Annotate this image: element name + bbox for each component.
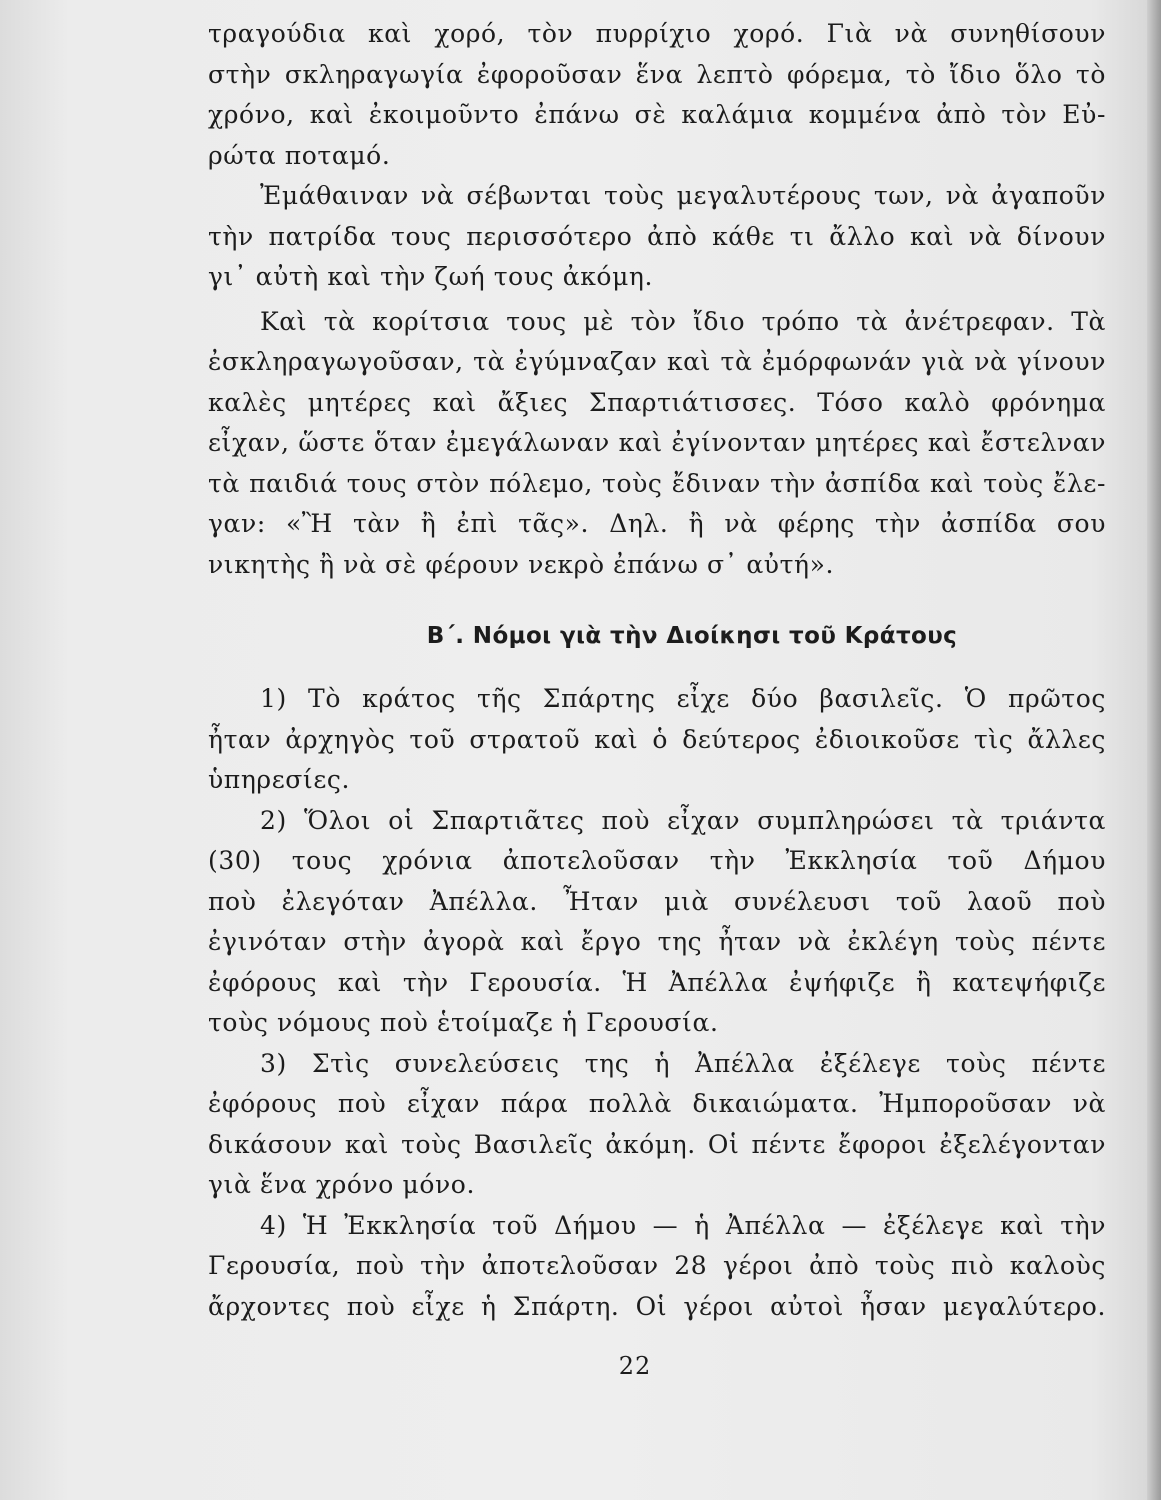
text-line: τὴν πατρίδα τους περισσότερο ἀπὸ κάθε τι ἄλλο καὶ νὰ δίνουν [208,221,1106,251]
text-line: ἄρχοντες ποὺ εἶχε ἡ Σπάρτη. Οἱ γέροι αὐτοὶ ἦσαν μεγαλύτερο. [208,1291,1106,1321]
text-line: ἐσκληραγωγοῦσαν, τὰ ἐγύμναζαν καὶ τὰ ἐμόρφωνάν γιὰ νὰ γίνουν [208,347,1106,376]
law-item-3 [208,1044,1106,1206]
text-line: Καὶ τὰ κορίτσια τους μὲ τὸν ἴδιο τρόπο τὰ ἀνέτρεφαν. Τὰ [260,306,1106,336]
text-line: τὰ παιδιά τους στὸν πόλεμο, τοὺς ἔδιναν τὴν ἀσπίδα καὶ τοὺς ἔλε- [208,468,1106,498]
text-line: γιὰ ἕνα χρόνο μόνο. [208,1170,476,1199]
law-item-4 [208,1206,1106,1328]
text-line: νικητὴς ἢ νὰ σὲ φέρουν νεκρὸ ἐπάνω σ᾽ αὐτή». [208,549,835,579]
page-number: 22 [618,1352,652,1380]
text-line: τραγούδια καὶ χορό, τὸν πυρρίχιο χορό. Γιὰ νὰ συνηθίσουν [208,19,1106,48]
text-line: τοὺς νόμους ποὺ ἑτοίμαζε ἡ Γερουσία. [208,1008,719,1037]
paragraph-girls-upbringing [208,302,1106,586]
text-line: 3) Στὶς συνελεύσεις της ἡ Ἀπέλλα ἐξέλεγε τοὺς πέντε [260,1048,1106,1078]
page-edge-shadow [1147,0,1161,1500]
paragraph-respect-elders [208,176,1106,298]
text-line: (30) τους χρόνια ἀποτελοῦσαν τὴν Ἐκκλησία τοῦ Δήμου [208,846,1106,875]
text-line: εἶχαν, ὥστε ὅταν ἐμεγάλωναν καὶ ἐγίνονταν μητέρες καὶ ἔστελναν [208,428,1106,457]
text-line: ἐφόρους ποὺ εἶχαν πάρα πολλὰ δικαιώματα. Ἠμποροῦσαν νὰ [208,1089,1106,1118]
text-line: ποὺ ἐλεγόταν Ἀπέλλα. Ἦταν μιὰ συνέλευσι τοῦ λαοῦ ποὺ [208,886,1106,916]
text-line: γαν: «Ἢ τὰν ἢ ἐπὶ τᾶς». Δηλ. ἢ νὰ φέρης τὴν ἀσπίδα σου [208,509,1106,538]
text-line: χρόνο, καὶ ἐκοιμοῦντο ἐπάνω σὲ καλάμια κομμένα ἀπὸ τὸν Εὐ- [208,100,1106,129]
text-line: στὴν σκληραγωγία ἐφοροῦσαν ἕνα λεπτὸ φόρεμα, τὸ ἴδιο ὅλο τὸ [208,59,1106,89]
law-item-2 [208,801,1106,1044]
text-line: ρώτα ποταμό. [208,140,391,170]
text-line: γι᾽ αὐτὴ καὶ τὴν ζωή τους ἀκόμη. [208,262,654,291]
law-item-1 [208,679,1106,801]
text-line: δικάσουν καὶ τοὺς Βασιλεῖς ἀκόμη. Οἱ πέντε ἔφοροι ἐξελέγονταν [208,1129,1106,1159]
text-line: 1) Τὸ κράτος τῆς Σπάρτης εἶχε δύο βασιλεῖς. Ὁ πρῶτος [260,684,1106,713]
text-line: καλὲς μητέρες καὶ ἄξιες Σπαρτιάτισσες. Τόσο καλὸ φρόνημα [208,387,1106,417]
text-body [208,14,1106,1327]
paragraph-dance-and-hardening [208,14,1106,176]
section-heading: Β΄. Νόμοι γιὰ τὴν Διοίκησι τοῦ Κράτους [426,623,958,649]
text-line: ὑπηρεσίες. [208,765,351,794]
text-line: 4) Ἡ Ἐκκλησία τοῦ Δήμου — ἡ Ἀπέλλα — ἐξέλεγε καὶ τὴν [260,1210,1106,1240]
text-line: 2) Ὅλοι οἱ Σπαρτιᾶτες ποὺ εἶχαν συμπληρώσει τὰ τριάντα [260,805,1106,835]
text-line: Γερουσία, ποὺ τὴν ἀποτελοῦσαν 28 γέροι ἀπὸ τοὺς πιὸ καλοὺς [208,1251,1106,1280]
text-line: ἐφόρους καὶ τὴν Γερουσία. Ἡ Ἀπέλλα ἐψήφιζε ἢ κατεψήφιζε [208,967,1106,997]
text-line: Ἐμάθαιναν νὰ σέβωνται τοὺς μεγαλυτέρους των, νὰ ἀγαποῦν [260,181,1106,210]
text-line: ἦταν ἀρχηγὸς τοῦ στρατοῦ καὶ ὁ δεύτερος ἐδιοικοῦσε τὶς ἄλλες [208,724,1106,754]
text-line: ἐγινόταν στὴν ἀγορὰ καὶ ἔργο της ἦταν νὰ ἐκλέγη τοὺς πέντε [208,927,1106,956]
